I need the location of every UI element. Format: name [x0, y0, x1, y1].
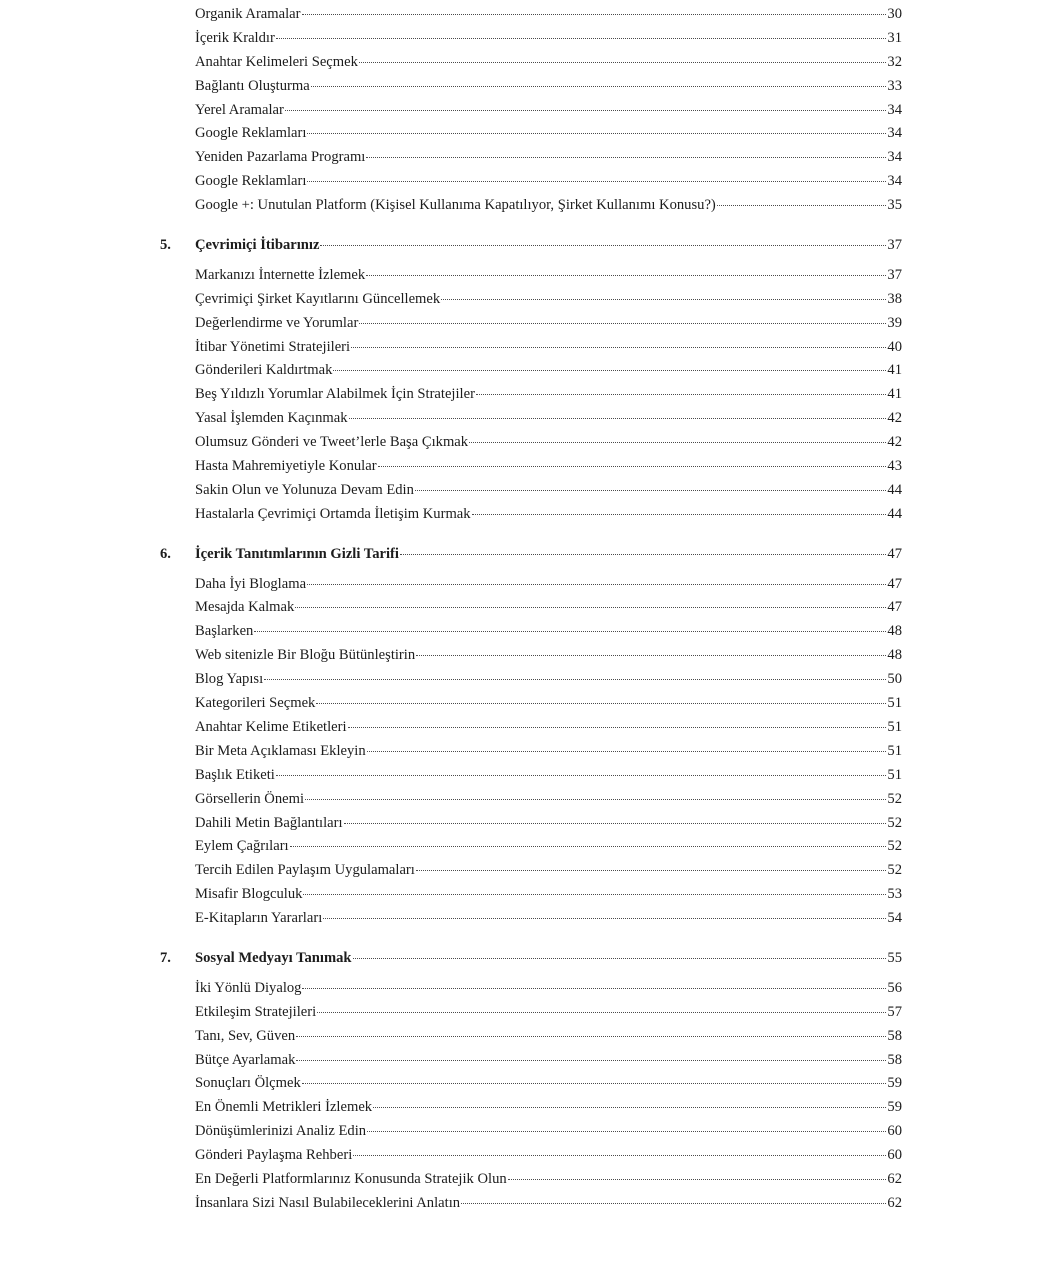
dot-leader — [307, 133, 886, 134]
toc-entry[interactable] — [160, 1144, 902, 1168]
chapter-title: İçerik Tanıtımlarının Gizli Tarifi — [195, 545, 399, 562]
toc-entry-page-number: 53 — [887, 886, 902, 903]
toc-entry-page-number: 52 — [887, 862, 902, 879]
toc-entry-title: Mesajda Kalmak — [195, 599, 295, 616]
chapter-page-number: 37 — [887, 237, 902, 254]
toc-entry[interactable] — [160, 1072, 902, 1096]
toc-chapter-heading[interactable] — [160, 234, 902, 258]
toc-entry-page-number: 32 — [887, 53, 902, 70]
toc-entry-page-number: 48 — [887, 623, 902, 640]
toc-entry[interactable] — [160, 716, 902, 740]
toc-entry[interactable] — [160, 1120, 902, 1144]
toc-entry-title: Web sitenizle Bir Bloğu Bütünleştirin — [195, 647, 416, 664]
toc-entry[interactable] — [160, 835, 902, 859]
dot-leader — [366, 275, 886, 276]
toc-entry-title: Organik Aramalar — [195, 6, 301, 22]
dot-leader — [303, 894, 886, 895]
toc-entry-page-number: 60 — [887, 1123, 902, 1140]
toc-entry[interactable] — [160, 1025, 902, 1049]
toc-entry-page-number: 41 — [887, 362, 902, 379]
toc-entry[interactable] — [160, 312, 902, 336]
dot-leader — [348, 727, 887, 728]
toc-entry-title: Yerel Aramalar — [195, 101, 284, 118]
toc-entry[interactable] — [160, 407, 902, 431]
toc-entry-page-number: 31 — [887, 29, 902, 46]
toc-entry-title: Etkileşim Stratejileri — [195, 1003, 317, 1020]
toc-entry[interactable] — [160, 1192, 902, 1216]
toc-entry-page-number: 58 — [887, 1027, 902, 1044]
toc-entry-page-number: 47 — [887, 575, 902, 592]
toc-entry-page-number: 44 — [887, 481, 902, 498]
toc-entry-page-number: 54 — [887, 910, 902, 927]
toc-entry-page-number: 59 — [887, 1099, 902, 1116]
toc-entry[interactable] — [160, 146, 902, 170]
toc-entry-title: Misafir Blogculuk — [195, 886, 303, 903]
dot-leader — [400, 554, 886, 555]
toc-entry[interactable] — [160, 122, 902, 146]
toc-entry-title: Gönderileri Kaldırtmak — [195, 362, 333, 379]
toc-entry[interactable] — [160, 573, 902, 597]
toc-entry-page-number: 52 — [887, 838, 902, 855]
toc-entry-page-number: 40 — [887, 338, 902, 355]
toc-entry[interactable] — [160, 1096, 902, 1120]
dot-leader — [302, 988, 886, 989]
dot-leader — [320, 245, 886, 246]
toc-entry-page-number: 33 — [887, 77, 902, 94]
dot-leader — [476, 394, 886, 395]
toc-entry-page-number: 42 — [887, 434, 902, 451]
chapter-number: 7. — [160, 949, 171, 966]
toc-entry-title: Google Reklamları — [195, 125, 307, 142]
toc-entry[interactable] — [160, 503, 902, 527]
toc-entry[interactable] — [160, 3, 902, 27]
toc-entry[interactable] — [160, 644, 902, 668]
dot-leader — [296, 1036, 886, 1037]
toc-entry[interactable] — [160, 359, 902, 383]
toc-chapter-heading[interactable] — [160, 947, 902, 971]
toc-entry[interactable] — [160, 812, 902, 836]
dot-leader — [307, 584, 886, 585]
chapter-number: 6. — [160, 545, 171, 562]
dot-leader — [316, 703, 886, 704]
toc-entry-title: Anahtar Kelime Etiketleri — [195, 718, 347, 735]
toc-entry-page-number: 60 — [887, 1147, 902, 1164]
toc-entry-title: Gönderi Paylaşma Rehberi — [195, 1147, 353, 1164]
dot-leader — [461, 1203, 886, 1204]
toc-entry-page-number: 51 — [887, 695, 902, 712]
toc-entry[interactable] — [160, 620, 902, 644]
chapter-page-number: 47 — [887, 545, 902, 562]
dot-leader — [254, 631, 886, 632]
toc-entry-page-number: 58 — [887, 1051, 902, 1068]
toc-entry-page-number: 62 — [887, 1170, 902, 1187]
toc-entry-page-number: 50 — [887, 671, 902, 688]
toc-entry-title: Olumsuz Gönderi ve Tweet’lerle Başa Çıkmak — [195, 434, 469, 451]
toc-entry-title: Değerlendirme ve Yorumlar — [195, 314, 359, 331]
toc-entry[interactable] — [160, 1001, 902, 1025]
dot-leader — [416, 870, 887, 871]
dot-leader — [305, 799, 886, 800]
toc-entry-title: Daha İyi Bloglama — [195, 575, 307, 592]
toc-entry-title: Başlarken — [195, 623, 254, 640]
dot-leader — [264, 679, 886, 680]
toc-entry-title: Hastalarla Çevrimiçi Ortamda İletişim Kurmak — [195, 505, 471, 522]
dot-leader — [353, 1155, 886, 1156]
toc-entry-title: E-Kitapların Yararları — [195, 910, 323, 927]
toc-entry-title: İnsanlara Sizi Nasıl Bulabileceklerini Anlatın — [195, 1194, 461, 1211]
toc-entry-page-number: 41 — [887, 386, 902, 403]
toc-entry[interactable] — [160, 431, 902, 455]
toc-entry-title: Blog Yapısı — [195, 671, 264, 688]
toc-entry-page-number: 42 — [887, 410, 902, 427]
toc-entry-title: Görsellerin Önemi — [195, 790, 305, 807]
dot-leader — [508, 1179, 887, 1180]
chapter-title: Sosyal Medyayı Tanımak — [195, 949, 352, 966]
toc-entry-page-number: 34 — [887, 173, 902, 190]
toc-entry-page-number: 48 — [887, 647, 902, 664]
dot-leader — [367, 1131, 886, 1132]
dot-leader — [366, 157, 886, 158]
toc-entry-page-number: 51 — [887, 742, 902, 759]
chapter-title: Çevrimiçi İtibarınız — [195, 237, 320, 254]
dot-leader — [349, 418, 887, 419]
toc-entry[interactable] — [160, 194, 902, 218]
dot-leader — [290, 846, 887, 847]
toc-entry[interactable] — [160, 788, 902, 812]
toc-entry-title: İki Yönlü Diyalog — [195, 979, 302, 996]
toc-entry-page-number: 62 — [887, 1194, 902, 1211]
dot-leader — [351, 347, 886, 348]
dot-leader — [359, 62, 887, 63]
dot-leader — [276, 775, 887, 776]
toc-entry-page-number: 34 — [887, 149, 902, 166]
dot-leader — [295, 607, 886, 608]
toc-entry-page-number: 51 — [887, 766, 902, 783]
toc-entry[interactable] — [160, 27, 902, 51]
toc-entry[interactable] — [160, 99, 902, 123]
dot-leader — [333, 370, 886, 371]
dot-leader — [469, 442, 886, 443]
toc-entry[interactable] — [160, 1168, 902, 1192]
toc-entry-page-number: 57 — [887, 1003, 902, 1020]
dot-leader — [472, 514, 887, 515]
toc-entry-title: Bir Meta Açıklaması Ekleyin — [195, 742, 366, 759]
dot-leader — [307, 181, 886, 182]
table-of-contents — [160, 3, 902, 1216]
toc-entry-title: Sakin Olun ve Yolunuza Devam Edin — [195, 481, 414, 498]
toc-entry[interactable] — [160, 336, 902, 360]
toc-entry-title: Markanızı İnternette İzlemek — [195, 266, 366, 283]
dot-leader — [373, 1107, 886, 1108]
toc-entry-title: Yeniden Pazarlama Programı — [195, 149, 366, 166]
toc-entry[interactable] — [160, 977, 902, 1001]
toc-entry[interactable] — [160, 51, 902, 75]
toc-entry-title: Kategorileri Seçmek — [195, 695, 316, 712]
toc-entry[interactable] — [160, 668, 902, 692]
toc-entry[interactable] — [160, 479, 902, 503]
toc-entry-title: Eylem Çağrıları — [195, 838, 289, 855]
toc-entry[interactable] — [160, 859, 902, 883]
toc-entry[interactable] — [160, 383, 902, 407]
toc-entry-title: En Değerli Platformlarınız Konusunda Stratejik Olun — [195, 1170, 507, 1187]
dot-leader — [378, 466, 887, 467]
toc-entry-page-number: 47 — [887, 599, 902, 616]
toc-entry-page-number: 35 — [887, 197, 902, 214]
toc-entry-page-number: 56 — [887, 979, 902, 996]
toc-entry-title: Yasal İşlemden Kaçınmak — [195, 410, 348, 427]
toc-entry-title: Google Reklamları — [195, 173, 307, 190]
dot-leader — [285, 110, 887, 111]
toc-entry-title: Tanı, Sev, Güven — [195, 1027, 296, 1044]
toc-entry[interactable] — [160, 170, 902, 194]
toc-entry-title: Hasta Mahremiyetiyle Konular — [195, 458, 377, 475]
dot-leader — [415, 490, 887, 491]
toc-entry[interactable] — [160, 1049, 902, 1073]
toc-entry-page-number: 34 — [887, 125, 902, 142]
dot-leader — [317, 1012, 886, 1013]
toc-entry[interactable] — [160, 75, 902, 99]
toc-entry-title: Anahtar Kelimeleri Seçmek — [195, 53, 358, 70]
toc-entry-page-number: 59 — [887, 1075, 902, 1092]
dot-leader — [344, 823, 887, 824]
dot-leader — [359, 323, 886, 324]
toc-entry-page-number: 43 — [887, 458, 902, 475]
toc-entry[interactable] — [160, 764, 902, 788]
toc-entry-page-number: 37 — [887, 266, 902, 283]
toc-entry[interactable] — [160, 907, 902, 931]
toc-entry-page-number: 39 — [887, 314, 902, 331]
toc-entry-page-number: 30 — [887, 6, 902, 22]
toc-entry[interactable] — [160, 692, 902, 716]
toc-entry-title: Çevrimiçi Şirket Kayıtlarını Güncellemek — [195, 290, 441, 307]
dot-leader — [416, 655, 886, 656]
toc-entry-title: İçerik Kraldır — [195, 29, 275, 46]
toc-entry-page-number: 38 — [887, 290, 902, 307]
dot-leader — [311, 86, 887, 87]
toc-entry-title: İtibar Yönetimi Stratejileri — [195, 338, 351, 355]
toc-entry-page-number: 44 — [887, 505, 902, 522]
toc-entry-page-number: 52 — [887, 790, 902, 807]
toc-entry[interactable] — [160, 596, 902, 620]
toc-entry-page-number: 34 — [887, 101, 902, 118]
dot-leader — [367, 751, 887, 752]
toc-entry[interactable] — [160, 288, 902, 312]
toc-entry-title: Tercih Edilen Paylaşım Uygulamaları — [195, 862, 415, 879]
dot-leader — [302, 1083, 887, 1084]
toc-entry[interactable] — [160, 740, 902, 764]
dot-leader — [323, 918, 886, 919]
toc-entry-page-number: 52 — [887, 814, 902, 831]
dot-leader — [441, 299, 886, 300]
toc-entry-page-number: 51 — [887, 718, 902, 735]
toc-entry-title: Bütçe Ayarlamak — [195, 1051, 296, 1068]
toc-entry[interactable] — [160, 455, 902, 479]
dot-leader — [276, 38, 887, 39]
toc-chapter-heading[interactable] — [160, 543, 902, 567]
toc-entry-title: Dahili Metin Bağlantıları — [195, 814, 343, 831]
toc-entry-title: Google +: Unutulan Platform (Kişisel Kullanıma Kapatılıyor, Şirket Kullanımı Konusu?) — [195, 197, 716, 214]
toc-entry-title: Beş Yıldızlı Yorumlar Alabilmek İçin Stratejiler — [195, 386, 475, 403]
toc-entry[interactable] — [160, 883, 902, 907]
toc-entry-title: Dönüşümlerinizi Analiz Edin — [195, 1123, 367, 1140]
chapter-page-number: 55 — [887, 949, 902, 966]
dot-leader — [302, 14, 887, 15]
toc-entry-title: En Önemli Metrikleri İzlemek — [195, 1099, 373, 1116]
toc-entry-title: Sonuçları Ölçmek — [195, 1075, 301, 1092]
dot-leader — [353, 958, 887, 959]
toc-entry[interactable] — [160, 264, 902, 288]
chapter-number: 5. — [160, 237, 171, 254]
dot-leader — [717, 205, 887, 206]
dot-leader — [296, 1060, 886, 1061]
toc-entry-title: Bağlantı Oluşturma — [195, 77, 310, 94]
toc-entry-title: Başlık Etiketi — [195, 766, 275, 783]
